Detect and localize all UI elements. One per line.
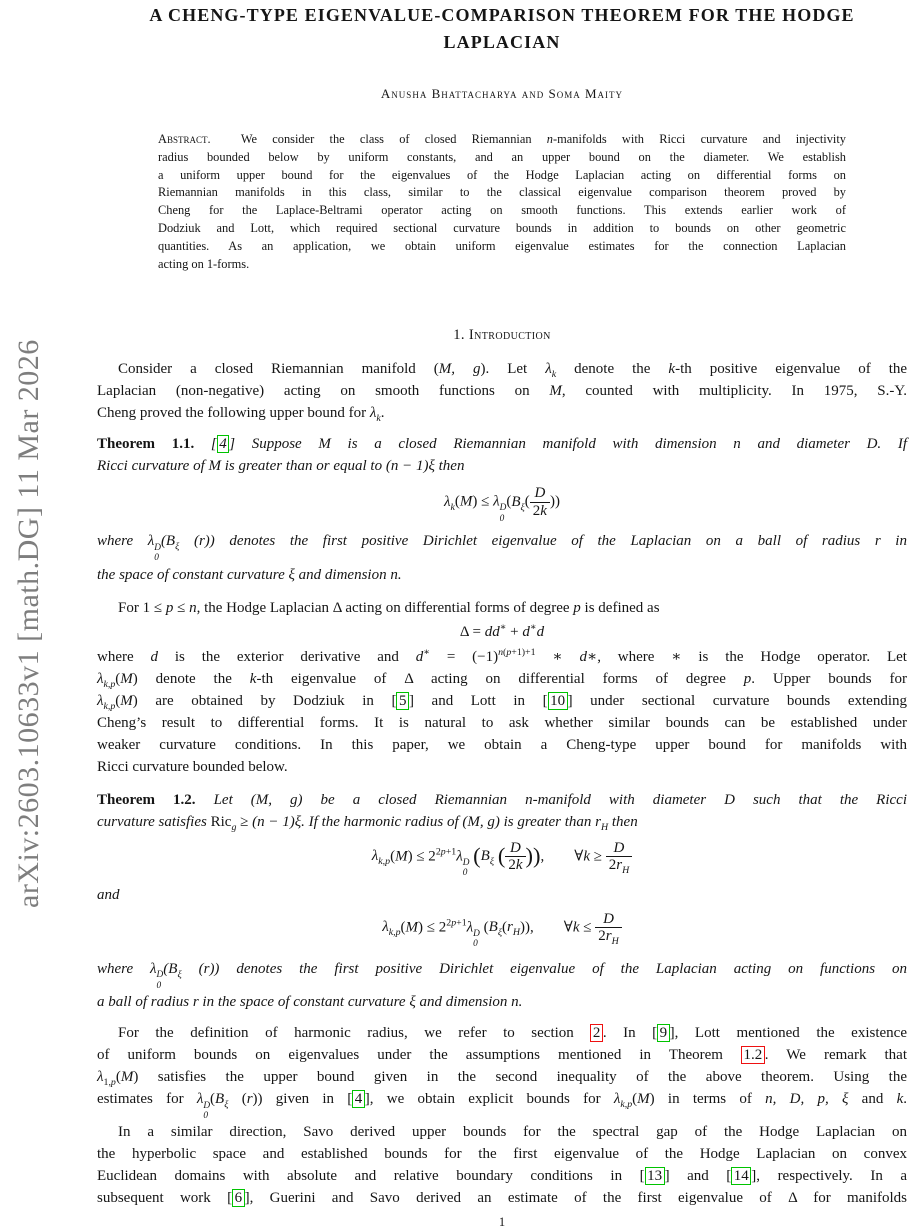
- theorem-1-2-link[interactable]: 1.2: [741, 1046, 765, 1064]
- and-connector: [97, 884, 907, 906]
- abstract-label: Abstract.: [158, 132, 211, 146]
- text-line: where λ D 0 ($B_\xi$ (r)) denotes the first positive Dirichlet eigenvalue of the Laplacian on a ball of radius r in: [97, 533, 907, 564]
- text-line: weaker curvature conditions. In this paper, we obtain a Cheng-type upper bound for manifolds with: [97, 736, 907, 753]
- text-line: a uniform upper bound for the eigenvalues of the Hodge Laplacian acting on differential forms on: [158, 167, 846, 182]
- text-line: subsequent work [ 6 ], Guerini and Savo derived an estimate of the first eigenvalue of Δ for manifolds: [97, 1190, 908, 1207]
- text-line: Cheng proved the following upper bound for $\lambda_k$.: [97, 405, 385, 425]
- citation-link-6[interactable]: 6: [232, 1189, 245, 1207]
- savo-paragraph: [97, 1121, 907, 1209]
- arxiv-watermark: arXiv:2603.10633v1 [math.DG] 11 Mar 2026: [12, 339, 45, 908]
- text-line: Dodziuk and Lott, which required sectional curvature bounds in addition to bounds on other geometric: [158, 220, 846, 235]
- text-line: the hyperbolic space and established bounds for the first eigenvalue of the Hodge Laplacian on convex: [97, 1146, 907, 1163]
- text-line: of uniform bounds on eigenvalues under the assumptions mentioned in Theorem 1.2 . We remark that: [97, 1046, 907, 1063]
- text-line: acting on 1-forms.: [158, 256, 250, 271]
- theorem-1-2: [97, 789, 907, 833]
- text-line: Theorem 1.2. Let (M, g) be a closed Riemannian n-manifold with diameter D such that the Ricci: [97, 791, 907, 808]
- text-line: LAPLACIAN: [443, 32, 561, 52]
- theorem-1-1: [97, 433, 907, 477]
- text-line: $\lambda_{k,p}(M)$ are obtained by Dodziuk in [ 5 ] and Lott in [ 10 ] under sectional curvature bounds extending: [97, 692, 907, 712]
- theorem-1-2-where: [97, 958, 907, 1013]
- theorem-1-2-label: Theorem 1.2.: [97, 791, 196, 808]
- citation-link-4b[interactable]: 4: [352, 1090, 365, 1108]
- text-line: $\lambda_{1,p}(M)$ satisfies the upper bound given in the second inequality of the above theorem. Using the: [97, 1068, 907, 1088]
- text-line: Ricci curvature bounded below.: [97, 758, 288, 775]
- text-line: Theorem 1.1. [ 4 ] Suppose M is a closed Riemannian manifold with dimension n and diameter D. If: [97, 436, 908, 453]
- text-line: $\lambda_{k,p}(M)$ denote the k-th eigenvalue of Δ acting on differential forms of degree p. Upper bounds for: [97, 670, 907, 690]
- harmonic-radius-paragraph: [97, 1022, 907, 1121]
- citation-link-9[interactable]: 9: [657, 1024, 670, 1042]
- equation-bound-small-k: $\lambda_{k,p}(M) \le 2^{2p+1}\lambda$ D 0 $(B_\xi(r_H))$, ∀k ≤ $\frac{D}{2r_H}$: [97, 906, 907, 958]
- text-line: a ball of radius r in the space of constant curvature ξ and dimension n.: [97, 993, 523, 1010]
- citation-link-4[interactable]: 4: [217, 435, 230, 453]
- paper-content: [97, 0, 907, 1230]
- text-line: curvature satisfies Ric$_g$ ≥ (n − 1)ξ. If the harmonic radius of (M, g) is greater than $r_H$ then: [97, 813, 638, 833]
- section-2-link[interactable]: 2: [590, 1024, 603, 1042]
- text-line: estimates for λ D 0 ($B_\xi$ (r)) given in [ 4 ], we obtain explicit bounds for $\lambda_{k,p}(M)$ in terms of n, D, p, ξ and k.: [97, 1090, 908, 1121]
- citation-link-14[interactable]: 14: [731, 1167, 751, 1185]
- text-line: Riemannian manifolds in this class, similar to the classical eigenvalue comparison theorem proved by: [158, 185, 846, 200]
- text-line: Consider a closed Riemannian manifold (M, g). Let $\lambda_k$ denote the k-th positive eigenvalue of the: [118, 361, 908, 381]
- text-line: A CHENG-TYPE EIGENVALUE-COMPARISON THEOREM FOR THE HODGE: [149, 5, 855, 25]
- equation-cheng-bound: $\lambda_k(M) \le \lambda$ D 0 ($B_\xi$( $\frac{D}{2k}$ )): [444, 485, 560, 524]
- text-line: In a similar direction, Savo derived upper bounds for the spectral gap of the Hodge Laplacian on: [118, 1124, 907, 1141]
- text-line: For 1 ≤ p ≤ n, the Hodge Laplacian Δ acting on differential forms of degree p is defined as: [118, 599, 660, 616]
- page-number: 1: [498, 1215, 506, 1230]
- equation-bound-large-k: $\lambda_{k,p}(M) \le 2^{2p+1}\lambda$ D 0 ($B_\xi$ ( $\frac{D}{2k}$ )), ∀k ≥ $\frac{D}{2r_H}$: [97, 833, 907, 884]
- text-line: radius bounded below by uniform constants, and an upper bound on the diameter. We establish: [158, 149, 846, 164]
- text-line: For the definition of harmonic radius, we refer to section 2 . In [ 9 ], Lott mentioned the existence: [118, 1024, 907, 1041]
- text-line: Cheng’s result to differential forms. It is natural to ask whether similar bounds can be established under: [97, 714, 907, 731]
- abstract: [158, 131, 846, 273]
- text-line: the space of constant curvature ξ and dimension n.: [97, 566, 402, 583]
- text-line: quantities. As an application, we obtain uniform eigenvalue estimates for the connection Laplacian: [158, 238, 846, 253]
- paper-title: [97, 0, 907, 56]
- text-line: where λ D 0 ($B_\xi$ (r)) denotes the first positive Dirichlet eigenvalue of the Laplacian acting on functions on: [97, 960, 907, 991]
- intro-paragraph: [97, 358, 907, 424]
- theorem-1-1-where: [97, 530, 907, 585]
- citation-link-10[interactable]: 10: [548, 692, 568, 710]
- citation-link-13[interactable]: 13: [645, 1167, 665, 1185]
- text-line: Laplacian (non-negative) acting on smooth functions on M, counted with multiplicity. In 1975, S.-Y.: [97, 383, 908, 400]
- hodge-definition-intro: [97, 597, 907, 619]
- section-heading: 1. Introduction: [453, 327, 551, 344]
- text-line: and: [97, 886, 120, 903]
- text-line: Euclidean domains with absolute and relative boundary conditions in [ 13 ] and [ 14 ], respectively. In a: [97, 1168, 908, 1185]
- citation-link-5[interactable]: 5: [396, 692, 409, 710]
- theorem-1-1-label: Theorem 1.1.: [97, 436, 195, 453]
- text-line: Abstract. We consider the class of closed Riemannian n-manifolds with Ricci curvature and injectivity: [158, 132, 846, 146]
- text-line: Cheng for the Laplace-Beltrami operator acting on smooth functions. This extends earlier work of: [158, 203, 846, 218]
- equation-hodge-laplacian: Δ = dd∗ + d∗d: [459, 621, 545, 640]
- hodge-paragraph: [97, 646, 907, 778]
- text-line: where d is the exterior derivative and $d^∗ = (-1)^{n(p+1)+1}$ ∗ d∗, where ∗ is the Hodge operator. Let: [97, 646, 907, 665]
- text-line: Ricci curvature of M is greater than or equal to (n − 1)ξ then: [97, 458, 465, 475]
- authors: Anusha Bhattacharya and Soma Maity: [380, 86, 624, 101]
